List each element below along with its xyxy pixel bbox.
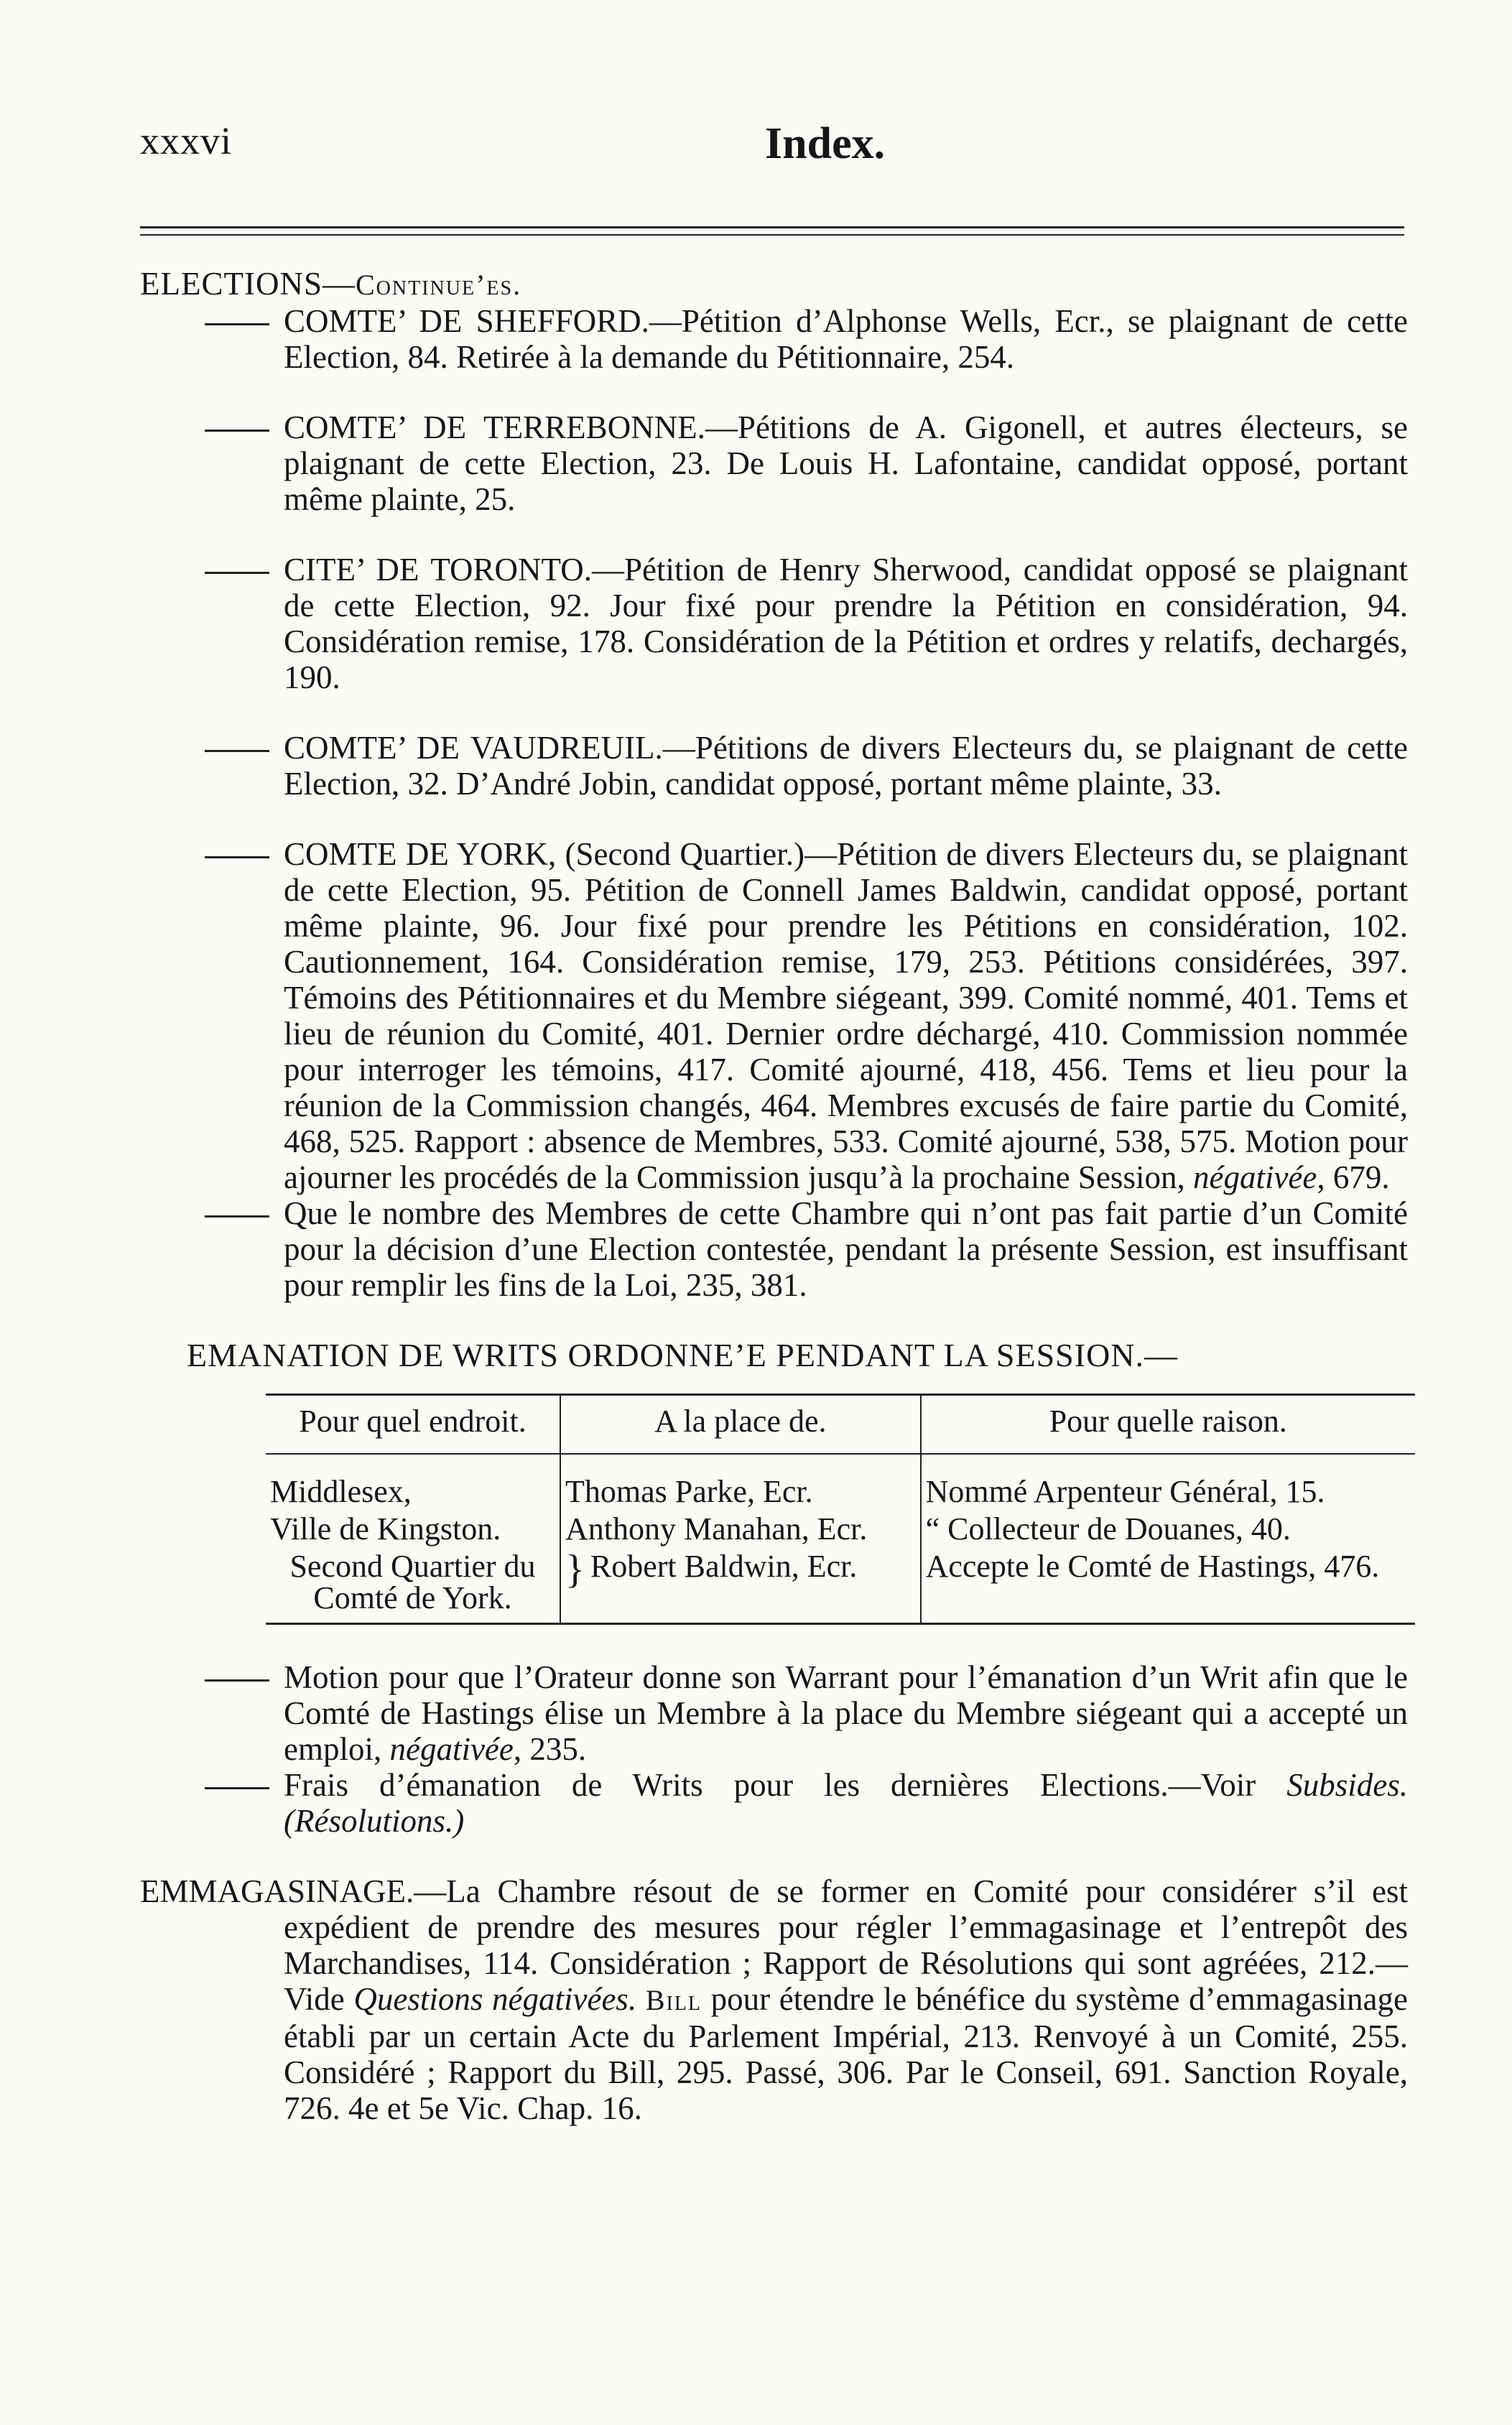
- spacer: [140, 1839, 1408, 1873]
- entry-tail: , 679.: [1317, 1159, 1390, 1195]
- cell-place: Middlesex,: [270, 1474, 412, 1509]
- cell-replaced: [560, 1545, 921, 1624]
- cell-place: Second Quartier du Comté de York.: [266, 1545, 560, 1624]
- entry-writ-frais: [140, 1767, 1408, 1839]
- brace-glyph: }: [565, 1547, 585, 1592]
- table-spacer-row: [266, 1454, 1415, 1470]
- page-number: xxxvi: [140, 119, 233, 162]
- entry-dash: [205, 323, 269, 325]
- entry-dash: [205, 1787, 269, 1789]
- spacer: [140, 375, 1408, 409]
- cell-replaced: Thomas Parke, Ecr.: [560, 1470, 921, 1508]
- cell-place: Ville de Kingston.: [270, 1511, 501, 1547]
- table-header-row: [266, 1395, 1415, 1455]
- entry-vaudreuil: [140, 730, 1408, 802]
- table-row: [266, 1545, 1415, 1624]
- entry-text: —Pétition d’Alphonse Wells, Ecr., se plaignant de cette Election, 84. Retirée à la demande du Pétitionnaire, 254.: [284, 303, 1408, 375]
- entry-tail: , 235.: [513, 1731, 587, 1767]
- spacer: [140, 1625, 1408, 1659]
- column-header-replaced: A la place de.: [560, 1395, 921, 1455]
- elections-heading: [140, 266, 1408, 303]
- entry-title: COMTE’ DE SHEFFORD.: [284, 303, 649, 339]
- entry-emmagasinage: [140, 1873, 1408, 2126]
- entry-shefford: [140, 303, 1408, 375]
- entry-title: COMTE’ DE VAUDREUIL.: [284, 730, 663, 766]
- entry-title: COMTE DE YORK, (Second Quartier.): [284, 836, 804, 872]
- entry-italic: négativée: [389, 1731, 514, 1767]
- bill-label: Bill: [645, 1984, 702, 2016]
- entry-text: —Pétitions de divers Electeurs du, se plaignant de cette Election, 32. D’André Jobin, candidat opposé, portant même plainte, 33.: [284, 730, 1408, 802]
- entry-title: CITE’ DE TORONTO.: [284, 552, 592, 588]
- writs-table: [266, 1394, 1415, 1625]
- writs-table-wrap: [266, 1394, 1415, 1625]
- entry-writ-motion: [140, 1659, 1408, 1767]
- entry-dash: [205, 572, 269, 574]
- cell-replaced: Anthony Manahan, Ecr.: [560, 1508, 921, 1545]
- column-header-place: Pour quel endroit.: [266, 1395, 560, 1455]
- entry-text-2: pour étendre le bénéfice du système d’emmagasinage établi par un certain Acte du Parlement Impérial, 213. Renvoyé à un Comité, 255. Considéré ; Rapport du Bill, 295. Passé, 306. Par le Conseil, 691. Sanction Royale, 726. 4e et 5e Vic. Chap. 16.: [284, 1981, 1408, 2126]
- entry-dash: [205, 856, 269, 858]
- header-rule-thin: [140, 234, 1404, 236]
- elections-title: ELECTIONS—: [140, 266, 356, 302]
- table-row: [266, 1470, 1415, 1508]
- spacer: [140, 517, 1408, 552]
- entry-dash: [205, 1215, 269, 1218]
- entry-italic: Subsides. (Résolutions.): [284, 1767, 1408, 1839]
- entry-terrebonne: [140, 409, 1408, 517]
- running-title: Index.: [765, 119, 886, 168]
- spacer: [140, 695, 1408, 730]
- header-rule-thick: [140, 226, 1404, 228]
- entry-text: —Pétition de divers Electeurs du, se plaignant de cette Election, 95. Pétition de Connell James Baldwin, candidat opposé, portant même plainte, 96. Jour fixé pour prendre les Pétitions en considération, 102. Cautionnement, 164. Considération remise, 179, 253. Pétitions considérées, 397. Témoins des Pétitionnaires et du Membre siégeant, 399. Comité nommé, 401. Tems et lieu de réunion du Comité, 401. Dernier ordre déchargé, 410. Commission nommée pour interroger les témoins, 417. Comité ajourné, 418, 456. Tems et lieu pour la réunion de la Commission changés, 464. Membres excusés de faire partie du Comité, 468, 525. Rapport : absence de Membres, 533. Comité ajourné, 538, 575. Motion pour ajourner les procédés de la Commission jusqu’à la prochaine Session,: [284, 836, 1408, 1195]
- writs-heading: EMANATION DE WRITS ORDONNE’E PENDANT LA SESSION.—: [187, 1337, 1179, 1373]
- entry-text: Frais d’émanation de Writs pour les dernières Elections.—Voir: [284, 1767, 1256, 1803]
- entry-text: Que le nombre des Membres de cette Chambre qui n’ont pas fait partie d’un Comité pour la décision d’une Election contestée, pendant la présente Session, est insuffisant pour remplir les fins de la Loi, 235, 381.: [284, 1195, 1408, 1303]
- cell-reason: Accepte le Comté de Hastings, 476.: [921, 1545, 1415, 1624]
- spacer: [140, 1303, 1408, 1337]
- entry-dash: [205, 750, 269, 752]
- entry-york: [140, 836, 1408, 1195]
- elections-continued: Continue’es.: [355, 269, 522, 301]
- cell-reason: “ Collecteur de Douanes, 40.: [921, 1508, 1415, 1545]
- entry-text: —Pétition de Henry Sherwood, candidat opposé se plaignant de cette Election, 92. Jour fixé pour prendre la Pétition en considération, 94. Considération remise, 178. Considération de la Pétition et ordres y relatifs, dechargés, 190.: [284, 552, 1408, 695]
- entry-title: EMMAGASINAGE.: [140, 1873, 414, 1909]
- index-body: [140, 266, 1408, 2126]
- page-header: [140, 119, 1404, 176]
- entry-title: COMTE’ DE TERREBONNE.: [284, 409, 705, 445]
- entry-dash: [205, 430, 269, 432]
- entry-dash: [205, 1679, 269, 1682]
- entry-membres: [140, 1195, 1408, 1303]
- spacer: [140, 802, 1408, 836]
- entry-toronto: [140, 552, 1408, 695]
- entry-text: —Pétitions de A. Gigonell, et autres électeurs, se plaignant de cette Election, 23. De Louis H. Lafontaine, candidat opposé, portant même plainte, 25.: [284, 409, 1408, 517]
- cell-reason: Nommé Arpenteur Général, 15.: [921, 1470, 1415, 1508]
- entry-text: —La Chambre résout de se former en Comité pour considérer s’il est expédient de prendre des mesures pour régler l’emmagasinage et l’entrepôt des Marchandises, 114. Considération ; Rapport de Résolutions qui sont agréées, 212.—Vide: [284, 1873, 1408, 2017]
- cell-replaced-text: Robert Baldwin, Ecr.: [590, 1549, 858, 1584]
- entry-text: Motion pour que l’Orateur donne son Warrant pour l’émanation d’un Writ afin que le Comté de Hastings élise un Membre à la place du Membre siégeant qui a accepté un emploi,: [284, 1659, 1408, 1767]
- entry-italic: Questions négativées.: [353, 1981, 637, 2017]
- table-row: [266, 1508, 1415, 1545]
- column-header-reason: Pour quelle raison.: [921, 1395, 1415, 1455]
- entry-italic: négativée: [1192, 1159, 1317, 1195]
